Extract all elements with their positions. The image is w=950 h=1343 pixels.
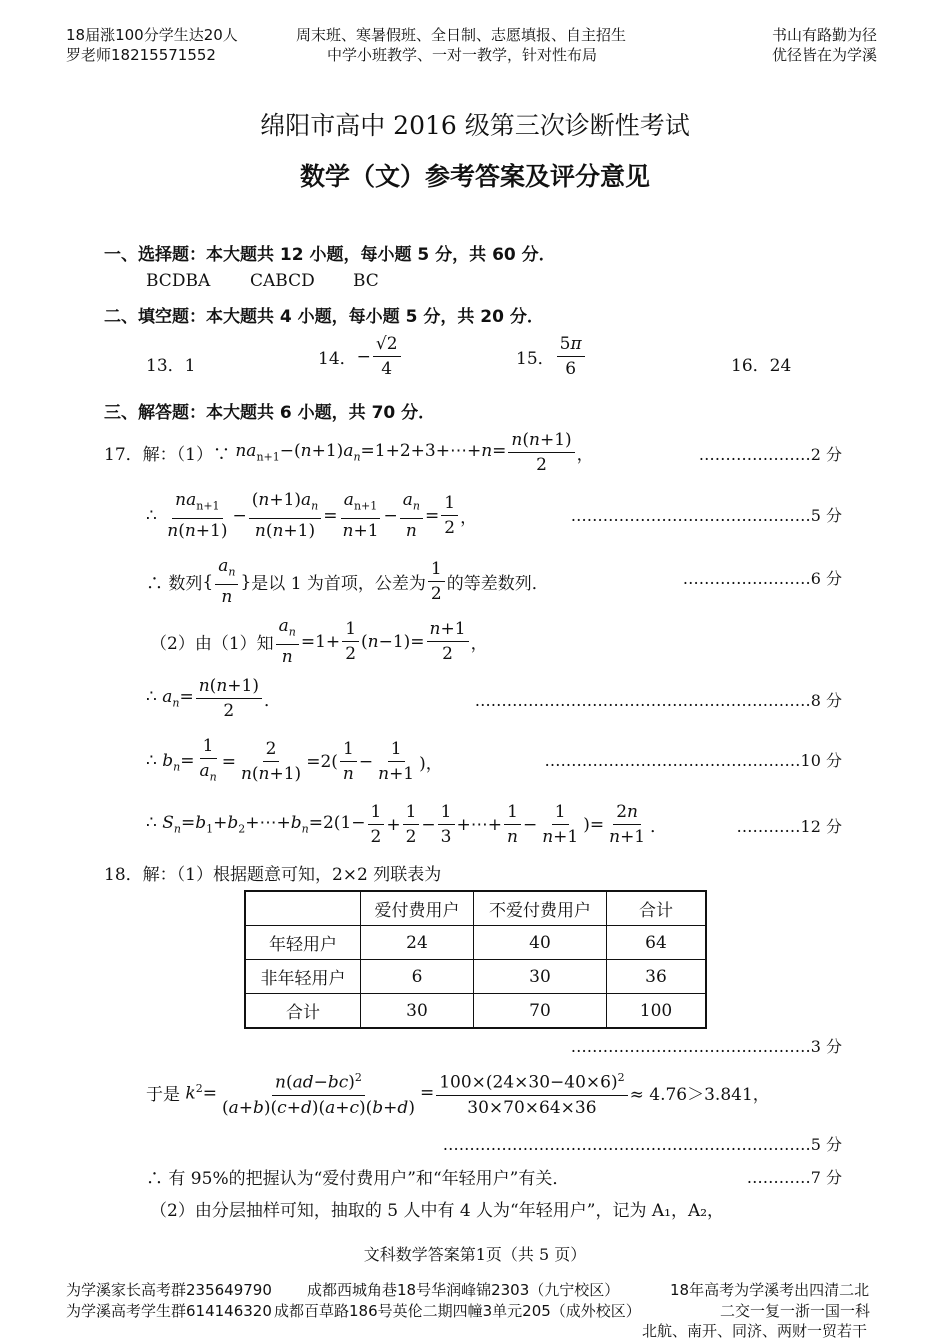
footer-mid-2: 成都百草路186号英伦二期四幢3单元205（成外校区）	[274, 1302, 641, 1320]
table-cell: 100	[607, 994, 707, 1029]
choice-answers-2: CABCD	[250, 271, 315, 291]
choice-answers-3: BC	[353, 271, 379, 291]
table-header-row	[245, 891, 706, 926]
table-cell: 24	[361, 926, 474, 960]
table-cell: 36	[607, 960, 707, 994]
p18-k-line: 于是 $k^2=$ $\frac{n(ad-bc)^2}{(a+b)(c+d)(a+c)(b+d)}$ = $\frac{100\times(24\times 30-40\times 6)^2}{30\times 70\times 64\times 36}$ ≈ 4.76＞3.841，	[146, 1068, 770, 1118]
table-cell: 30	[474, 960, 607, 994]
table-row	[245, 926, 706, 960]
p18-conclusion: ∴ 有 95%的把握认为“爱付费用户”和“年轻用户”有关．	[146, 1169, 570, 1189]
footer-left-2: 为学溪高考学生群614146320	[66, 1302, 272, 1320]
p18-label: 18．解：（1）根据题意可知，2×2 列联表为	[104, 865, 442, 885]
table-cell: 70	[474, 994, 607, 1029]
footer-mid-1: 成都西城角巷18号华润峰锦2303（九宁校区）	[307, 1281, 620, 1299]
p18-part2: （2）由分层抽样可知，抽取的 5 人中有 4 人为“年轻用户”，记为 A₁，A₂，	[150, 1201, 725, 1221]
footer-right-3: 北航、南开、同济、两财一贸若干	[642, 1322, 868, 1340]
p17-score-3: ……………………6 分	[682, 569, 842, 588]
header-left-2: 罗老师18215571552	[66, 46, 216, 64]
choice-answers-1: BCDBA	[146, 271, 211, 291]
section2-heading: 二、填空题：本大题共 4 小题，每小题 5 分，共 20 分．	[104, 307, 544, 327]
p17-line7: ∴ $S_n=b_1+b_2+\cdots+b_n=2(1-$ $\frac{1}{2}$ + $\frac{1}{2}$ − $\frac{1}{3}$ +⋯+ $\frac{1}{n}$ − $\frac{1}{n+1}$ )= $\frac{2n}{n+1}$ ．	[146, 802, 668, 847]
p17-score-5: …………………………………………10 分	[544, 751, 842, 770]
section3-heading: 三、解答题：本大题共 6 小题，共 70 分．	[104, 403, 436, 423]
p17-line2: ∴ $\frac{na_{n+1}}{n(n+1)}$ − $\frac{(n+1)a_n}{n(n+1)}$ = $\frac{a_{n+1}}{n+1}$ − $\frac{a_n}{n}$ = $\frac{1}{2}$ ，	[146, 490, 478, 542]
table-header-cell	[245, 891, 361, 926]
table-cell: 40	[474, 926, 607, 960]
p17-line5: ∴ $a_n=$ $\frac{n(n+1)}{2}$ ．	[146, 676, 281, 721]
table-cell: 年轻用户	[245, 926, 361, 960]
p17-score-1: …………………2 分	[698, 445, 842, 464]
page-title: 绵阳市高中 2016 级第三次诊断性考试	[260, 111, 690, 140]
table-cell: 合计	[245, 994, 361, 1029]
page-number: 文科数学答案第1页（共 5 页）	[363, 1245, 587, 1264]
p18-score-k: ……………………………………………………………5 分	[442, 1135, 842, 1154]
table-header-cell: 合计	[607, 891, 707, 926]
table-header-cell: 爱付费用户	[361, 891, 474, 926]
footer-right-1: 18年高考为学溪考出四清二北	[670, 1281, 870, 1299]
p17-score-4: ………………………………………………………8 分	[474, 691, 842, 710]
footer-right-2: 二交一复一浙一国一科	[720, 1302, 871, 1320]
answer-16: 16．24	[731, 356, 792, 376]
p17-score-6: …………12 分	[736, 817, 842, 836]
p17-line6: ∴ $b_n=$ $\frac{1}{a_n}$ = $\frac{2}{n(n+1)}$ =2( $\frac{1}{n}$ − $\frac{1}{n+1}$ )，	[146, 736, 443, 785]
p17-score-2: ………………………………………5 分	[570, 506, 842, 525]
table-cell: 非年轻用户	[245, 960, 361, 994]
page-subtitle: 数学（文）参考答案及评分意见	[299, 162, 650, 191]
header-mid-2: 中学小班教学、一对一教学，针对性布局	[327, 46, 598, 64]
p17-line4: （2）由（1）知 $\frac{a_n}{n}$ =1+ $\frac{1}{2}$ (n−1)= $\frac{n+1}{2}$ ，	[150, 616, 488, 668]
table-row	[245, 994, 706, 1029]
answer-14-fraction: $\frac{√2}{4}$	[373, 334, 401, 379]
p18-score-conclusion: …………7 分	[746, 1168, 842, 1187]
table-header-cell: 不爱付费用户	[474, 891, 607, 926]
table-row	[245, 960, 706, 994]
table-cell: 6	[361, 960, 474, 994]
header-mid-1: 周末班、寒暑假班、全日制、志愿填报、自主招生	[296, 26, 627, 44]
table-cell: 64	[607, 926, 707, 960]
answer-13: 13．1	[146, 356, 196, 376]
header-right-1: 书山有路勤为径	[772, 26, 878, 44]
answer-14: 14． − $\frac{√2}{4}$	[318, 334, 403, 379]
header-right-2: 优径皆在为学溪	[772, 46, 878, 64]
answer-15-label: 15．	[516, 349, 555, 369]
answer-15	[516, 334, 587, 379]
section1-heading: 一、选择题：本大题共 12 小题，每小题 5 分，共 60 分．	[104, 245, 556, 265]
p17-line1: 17．解：（1）∵ $na_{n+1}-(n+1)a_n=1+2+3+\cdots+n=$ $\frac{n(n+1)}{2}$ ，	[104, 430, 594, 475]
header-left-1: 18届涨100分学生达20人	[66, 26, 238, 44]
footer-left-1: 为学溪家长高考群235649790	[66, 1281, 272, 1299]
p17-line3: ∴ 数列 { $\frac{a_n}{n}$ } 是以 1 为首项，公差为 $\frac{1}{2}$ 的等差数列．	[146, 556, 549, 608]
answer-14-label: 14．	[318, 349, 357, 369]
table-cell: 30	[361, 994, 474, 1029]
answer-15-fraction: $\frac{5\pi}{6}$	[557, 334, 585, 379]
p17-label: 17．解：（1）∵	[104, 445, 230, 465]
p18-score-table: ………………………………………3 分	[570, 1037, 842, 1056]
contingency-table	[244, 890, 707, 1029]
